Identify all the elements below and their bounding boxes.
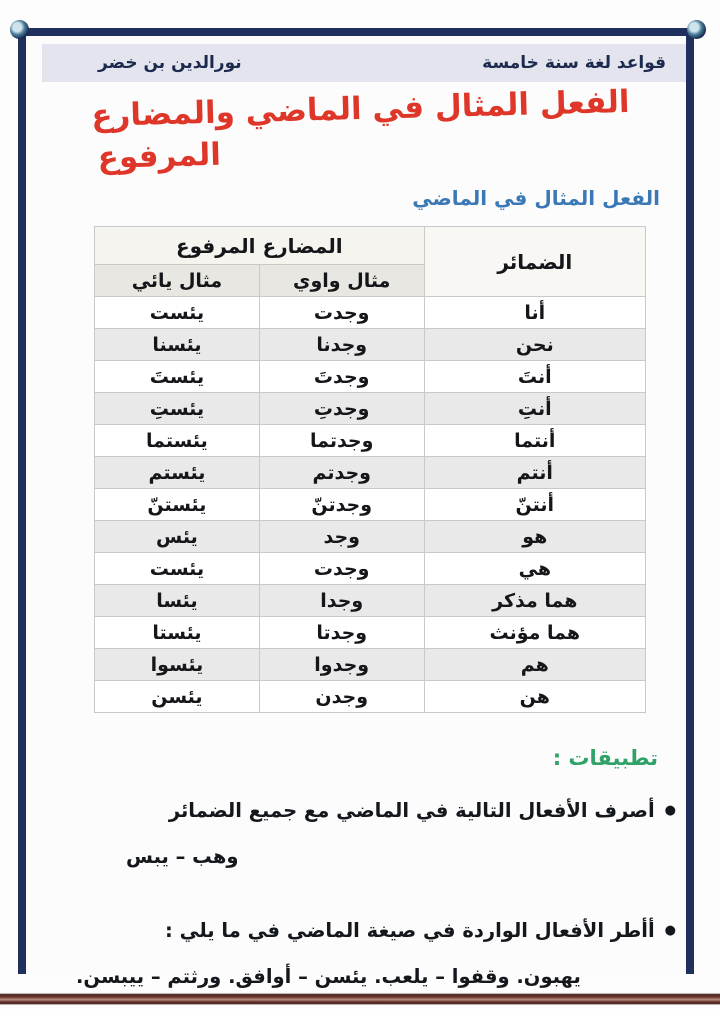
table-row — [95, 297, 646, 329]
exercise-line — [48, 794, 676, 828]
ya-example-cell: يئستا — [95, 617, 260, 649]
page-title — [80, 81, 642, 180]
exercise-continuation: يهبون. وقفوا – يلعب. يئسن – أوافق. ورثتم – ييبسن. — [76, 965, 581, 988]
table-row — [95, 489, 646, 521]
bottom-divider — [0, 993, 720, 1005]
author-label: نورالدين بن خضر — [98, 53, 242, 73]
table-row — [95, 393, 646, 425]
exercise-continuation: وهب – يبس — [126, 845, 239, 868]
pronoun-cell: نحن — [424, 329, 645, 361]
ya-example-cell: يئسا — [95, 585, 260, 617]
exercise-item — [48, 914, 676, 994]
ya-example-cell: يئسن — [95, 681, 260, 713]
waw-example-cell: وجد — [259, 521, 424, 553]
waw-example-cell: وجدتا — [259, 617, 424, 649]
ya-example-cell: يئستَ — [95, 361, 260, 393]
header-strip — [42, 44, 686, 82]
table-row — [95, 457, 646, 489]
pronoun-cell: هو — [424, 521, 645, 553]
waw-example-cell: وجدتنّ — [259, 489, 424, 521]
ya-example-cell: يئستما — [95, 425, 260, 457]
table-row — [95, 681, 646, 713]
table-body — [95, 297, 646, 713]
waw-example-cell: وجدن — [259, 681, 424, 713]
pronoun-cell: أنا — [424, 297, 645, 329]
worksheet-frame — [18, 28, 694, 988]
pronoun-cell: أنتنّ — [424, 489, 645, 521]
waw-example-cell: وجدنا — [259, 329, 424, 361]
page-title-line2: المرفوع — [97, 136, 222, 176]
section-heading: الفعل المثال في الماضي — [412, 186, 660, 210]
course-label: قواعد لغة سنة خامسة — [482, 53, 666, 73]
ya-example-cell: يئس — [95, 521, 260, 553]
pronoun-cell: هن — [424, 681, 645, 713]
ya-example-cell: يئستِ — [95, 393, 260, 425]
pronoun-cell: هما مؤنث — [424, 617, 645, 649]
waw-example-cell: وجدتَ — [259, 361, 424, 393]
pronoun-cell: هي — [424, 553, 645, 585]
exercise-item — [48, 794, 676, 874]
exercise-text: أأطر الأفعال الواردة في صيغة الماضي في ما يلي : — [165, 919, 655, 942]
bullet-icon: ● — [664, 923, 676, 938]
ya-example-cell: يئسنا — [95, 329, 260, 361]
pronoun-cell: أنتَ — [424, 361, 645, 393]
ya-example-cell: يئسوا — [95, 649, 260, 681]
table-row — [95, 425, 646, 457]
column-header-waw-example: مثال واوي — [259, 265, 424, 297]
pronoun-cell: هما مذكر — [424, 585, 645, 617]
waw-example-cell: وجدتما — [259, 425, 424, 457]
conjugation-table — [94, 226, 646, 713]
pronoun-cell: أنتم — [424, 457, 645, 489]
waw-example-cell: وجدت — [259, 297, 424, 329]
waw-example-cell: وجدوا — [259, 649, 424, 681]
page-title-line1: الفعل المثال في الماضي والمضارع — [90, 83, 631, 135]
ya-example-cell: يئست — [95, 553, 260, 585]
waw-example-cell: وجدت — [259, 553, 424, 585]
column-header-pronouns: الضمائر — [424, 227, 645, 297]
table-row — [95, 553, 646, 585]
ya-example-cell: يئستم — [95, 457, 260, 489]
table-row — [95, 617, 646, 649]
waw-example-cell: وجدتم — [259, 457, 424, 489]
column-header-ya-example: مثال يائي — [95, 265, 260, 297]
exercise-line — [48, 914, 676, 948]
column-group-header: المضارع المرفوع — [95, 227, 425, 265]
table-row — [95, 585, 646, 617]
table-row — [95, 649, 646, 681]
bullet-icon: ● — [664, 803, 676, 818]
table-header-row — [95, 227, 646, 265]
waw-example-cell: وجدتِ — [259, 393, 424, 425]
exercise-text: أصرف الأفعال التالية في الماضي مع جميع الضمائر — [168, 799, 655, 822]
table-row — [95, 361, 646, 393]
waw-example-cell: وجدا — [259, 585, 424, 617]
ya-example-cell: يئست — [95, 297, 260, 329]
table-row — [95, 521, 646, 553]
pronoun-cell: أنتما — [424, 425, 645, 457]
applications-heading: تطبيقات : — [552, 746, 658, 770]
ya-example-cell: يئستنّ — [95, 489, 260, 521]
binder-ring-icon — [10, 20, 29, 39]
binder-ring-icon — [687, 20, 706, 39]
pronoun-cell: هم — [424, 649, 645, 681]
pronoun-cell: أنتِ — [424, 393, 645, 425]
table-row — [95, 329, 646, 361]
